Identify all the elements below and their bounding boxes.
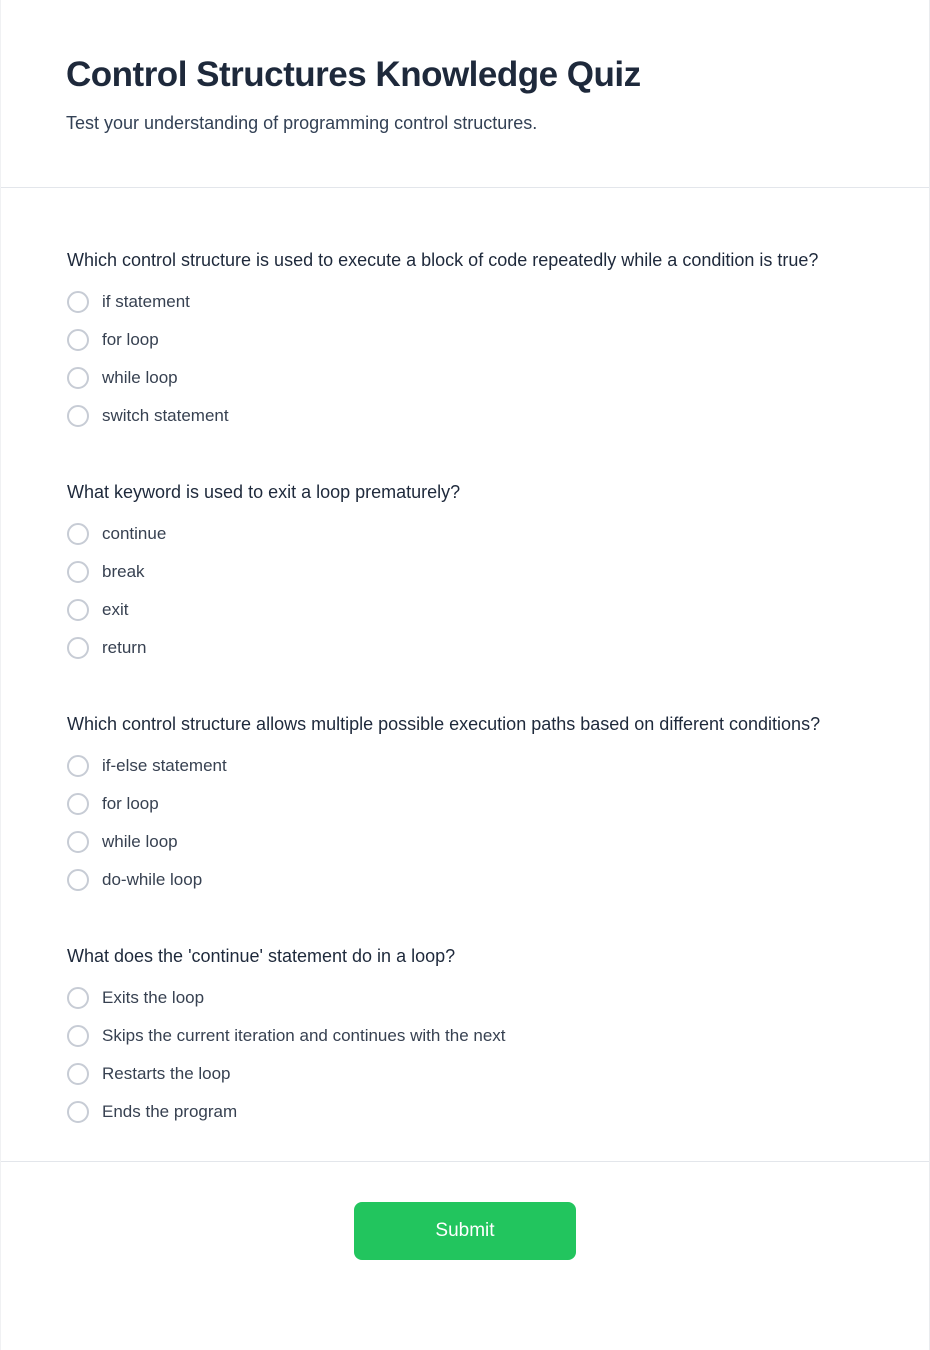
radio-button-icon[interactable] [67, 987, 89, 1009]
answer-option[interactable] [67, 1062, 865, 1086]
radio-button-icon[interactable] [67, 291, 89, 313]
radio-button-icon[interactable] [67, 1025, 89, 1047]
radio-button-icon[interactable] [67, 1063, 89, 1085]
header-divider [1, 187, 929, 188]
option-label: if statement [102, 292, 190, 311]
option-label: Ends the program [102, 1102, 238, 1121]
question-text: What keyword is used to exit a loop prematurely? [67, 482, 461, 502]
option-label: Restarts the loop [102, 1064, 231, 1083]
answer-option[interactable] [67, 598, 865, 622]
option-label: while loop [102, 368, 178, 387]
form-header [1, 0, 929, 136]
option-label: if-else statement [102, 756, 227, 775]
radio-button-icon[interactable] [67, 755, 89, 777]
answer-option[interactable] [67, 1024, 865, 1048]
answer-option[interactable] [67, 1100, 865, 1124]
radio-button-icon[interactable] [67, 329, 89, 351]
option-label: while loop [102, 832, 178, 851]
question-text: What does the 'continue' statement do in a loop? [67, 946, 456, 966]
questions-section [1, 196, 929, 1124]
answer-option[interactable] [67, 290, 865, 314]
question-text: Which control structure is used to execute a block of code repeatedly while a condition is true? [67, 250, 819, 270]
answer-option[interactable] [67, 986, 865, 1010]
option-label: return [102, 638, 147, 657]
answer-option[interactable] [67, 560, 865, 584]
options-list [67, 522, 865, 660]
radio-button-icon[interactable] [67, 367, 89, 389]
radio-button-icon[interactable] [67, 793, 89, 815]
question-block [67, 944, 865, 1124]
options-list [67, 986, 865, 1124]
radio-button-icon[interactable] [67, 869, 89, 891]
radio-button-icon[interactable] [67, 561, 89, 583]
option-label: do-while loop [102, 870, 203, 889]
option-label: continue [102, 524, 167, 543]
option-label: for loop [102, 794, 159, 813]
option-label: switch statement [102, 406, 229, 425]
answer-option[interactable] [67, 522, 865, 546]
form-title: Control Structures Knowledge Quiz [66, 55, 641, 94]
radio-button-icon[interactable] [67, 1101, 89, 1123]
answer-option[interactable] [67, 636, 865, 660]
radio-button-icon[interactable] [67, 523, 89, 545]
option-label: break [102, 562, 145, 581]
option-label: for loop [102, 330, 159, 349]
answer-option[interactable] [67, 404, 865, 428]
option-label: Skips the current iteration and continues with the next [102, 1026, 506, 1045]
option-label: exit [102, 600, 129, 619]
question-block [67, 248, 865, 428]
question-text: Which control structure allows multiple possible execution paths based on different conditions? [67, 714, 821, 734]
answer-option[interactable] [67, 366, 865, 390]
options-list [67, 754, 865, 892]
answer-option[interactable] [67, 754, 865, 778]
answer-option[interactable] [67, 328, 865, 352]
submit-button[interactable]: Submit [354, 1202, 576, 1260]
radio-button-icon[interactable] [67, 831, 89, 853]
answer-option[interactable] [67, 830, 865, 854]
question-block [67, 480, 865, 660]
question-block [67, 712, 865, 892]
form-footer [1, 1161, 929, 1309]
radio-button-icon[interactable] [67, 405, 89, 427]
radio-button-icon[interactable] [67, 599, 89, 621]
form-description: Test your understanding of programming control structures. [66, 113, 538, 133]
radio-button-icon[interactable] [67, 637, 89, 659]
answer-option[interactable] [67, 868, 865, 892]
answer-option[interactable] [67, 792, 865, 816]
option-label: Exits the loop [102, 988, 205, 1007]
options-list [67, 290, 865, 428]
